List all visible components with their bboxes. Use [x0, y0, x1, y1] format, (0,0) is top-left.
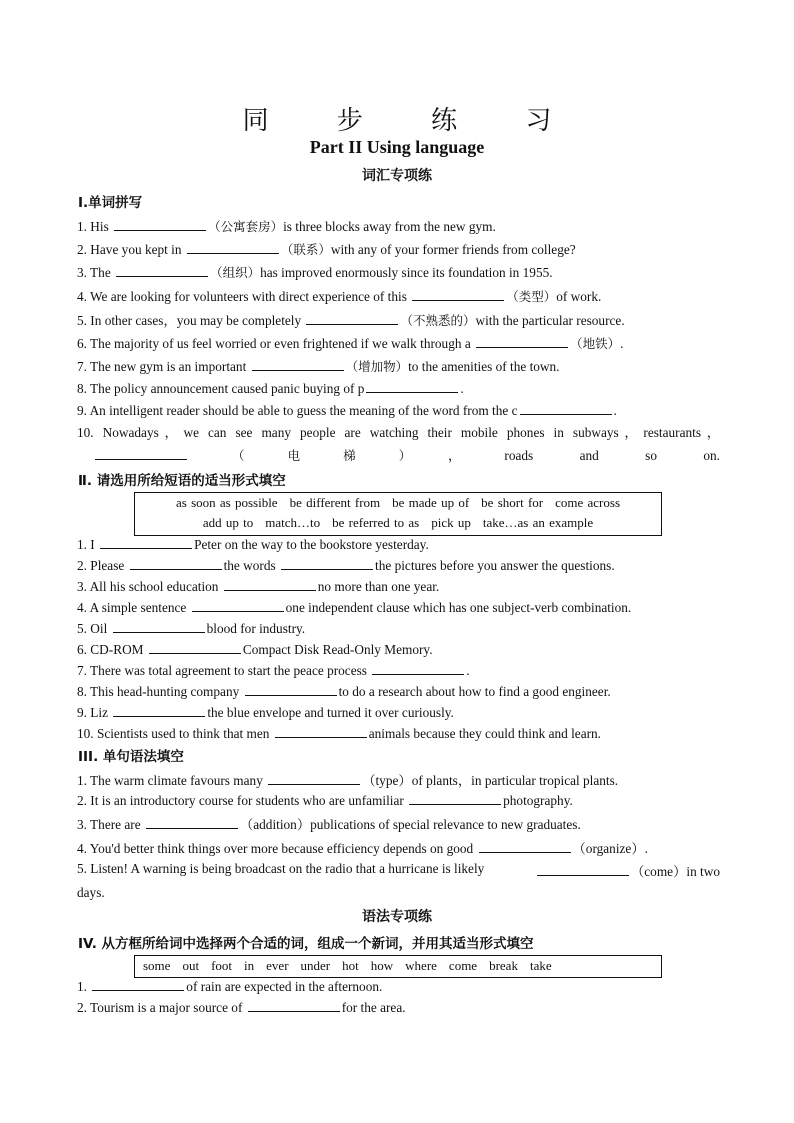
exercise-item — [77, 217, 720, 235]
item-text: 4. We are looking for volunteers with direct experience of this — [77, 289, 411, 304]
phrase-option: be different from — [289, 495, 381, 510]
answer-blank[interactable] — [248, 999, 340, 1012]
item-text-tail: . — [466, 663, 470, 678]
item-text: 1. His — [77, 219, 113, 234]
phrase-option: pick up — [431, 515, 471, 530]
item-text: 5. Oil — [77, 621, 111, 636]
item-text: 3. The — [77, 265, 115, 280]
exercise-item — [77, 999, 720, 1016]
exercise-item — [77, 770, 720, 789]
item-text-tail: with the particular resource. — [475, 313, 625, 328]
item-text-tail: for the area. — [341, 1000, 406, 1015]
word-option: break — [489, 958, 518, 973]
answer-blank[interactable] — [149, 641, 241, 654]
item-text-tail: animals because they could think and learn. — [368, 726, 601, 741]
item-text-tail: with any of your former friends from college? — [330, 242, 576, 257]
item-text-tail: is three blocks away from the new gym. — [283, 219, 496, 234]
exercise-item — [77, 536, 720, 553]
answer-blank[interactable] — [412, 288, 504, 301]
item-text-mid: the words — [223, 558, 279, 573]
item-text: 1. The warm climate favours many — [77, 773, 267, 788]
section2-heading: Ⅱ. 请选用所给短语的适当形式填空 — [78, 473, 286, 489]
exercise-item — [77, 978, 720, 995]
item10-post: ，roads and so on. — [448, 448, 720, 463]
exercise-item — [77, 557, 720, 574]
item-text-tail: the pictures before you answer the questions. — [375, 558, 615, 573]
chinese-hint: （联系） — [280, 242, 331, 257]
phrase-option: match…to — [265, 515, 321, 530]
exercise-item — [77, 578, 720, 595]
exercise-item — [77, 704, 720, 721]
word-option: how — [370, 958, 394, 973]
item-text-tail: . — [644, 841, 648, 856]
item-text: 10. Scientists used to think that men — [77, 726, 273, 741]
exercise-item — [77, 814, 720, 833]
word-option: come — [448, 958, 478, 973]
word-option: some — [143, 958, 171, 973]
item-text-tail: of work. — [556, 289, 602, 304]
item-text: 4. A simple sentence — [77, 600, 190, 615]
item10-hint: （电梯） — [189, 448, 449, 463]
answer-blank[interactable] — [537, 863, 629, 876]
phrase-option: take…as an example — [482, 515, 594, 530]
answer-blank[interactable] — [146, 816, 238, 829]
answer-blank[interactable] — [113, 620, 205, 633]
phrase-option: be referred to as — [332, 515, 420, 530]
phrase-option: come across — [555, 495, 620, 510]
item10-text: 10. Nowadays，we can see many people are watching their mobile phones in subways，restaurants， — [77, 425, 720, 440]
answer-blank[interactable] — [366, 380, 458, 393]
chinese-hint: （不熟悉的） — [400, 313, 476, 328]
word-option: ever — [266, 958, 289, 973]
phrase-row — [135, 493, 661, 513]
chinese-hint: （增加物） — [345, 359, 409, 374]
item-text: 8. This head-hunting company — [77, 684, 243, 699]
answer-blank[interactable] — [116, 264, 208, 277]
item5-text: 5. Listen! A warning is being broadcast on the radio that a hurricane is likely — [77, 861, 485, 876]
item-text: 9. An intelligent reader should be able to guess the meaning of the word from the c — [77, 403, 518, 418]
item-text: 1. I — [77, 537, 99, 552]
section1-heading: Ⅰ.单词拼写 — [78, 195, 143, 211]
item5-tail: days. — [77, 885, 105, 900]
phrase-row — [135, 513, 661, 533]
section4-heading: IV. 从方框所给词中选择两个合适的词，组成一个新词，并用其适当形式填空 — [78, 936, 534, 952]
answer-blank[interactable] — [281, 557, 373, 570]
item-text-tail: the blue envelope and turned it over curiously. — [207, 705, 454, 720]
item-text-tail: one independent clause which has one subject-verb combination. — [285, 600, 632, 615]
page-subtitle: Part II Using language — [309, 137, 485, 157]
word-hint: （type） — [362, 773, 412, 788]
item-text: 6. The majority of us feel worried or even frightened if we walk through a — [77, 336, 475, 351]
exercise-item — [77, 240, 720, 258]
word-hint: （organize） — [572, 841, 645, 856]
word-option: hot — [342, 958, 359, 973]
answer-blank[interactable] — [306, 312, 398, 325]
exercise-item — [77, 725, 720, 742]
answer-blank[interactable] — [187, 241, 279, 254]
answer-blank[interactable] — [252, 358, 344, 371]
answer-blank[interactable] — [476, 335, 568, 348]
chinese-hint: （公寓套房） — [208, 219, 284, 234]
answer-blank[interactable] — [114, 218, 206, 231]
item-text: 7. The new gym is an important — [77, 359, 250, 374]
section1-item10 — [77, 421, 720, 467]
word-row — [135, 956, 661, 976]
item-text-tail: has improved enormously since its foundation in 1955. — [260, 265, 553, 280]
phrase-box — [134, 492, 662, 536]
item-text-tail: . — [620, 336, 624, 351]
answer-blank[interactable] — [224, 578, 316, 591]
answer-blank[interactable] — [520, 402, 612, 415]
exercise-item — [77, 641, 720, 658]
section3-item5 — [77, 861, 720, 901]
item-text-tail: Peter on the way to the bookstore yesterday. — [194, 537, 429, 552]
answer-blank[interactable] — [192, 599, 284, 612]
word-hint: （addition） — [239, 817, 311, 832]
item-text: 2. Please — [77, 558, 128, 573]
item-text: 5. In other cases，you may be completely — [77, 313, 305, 328]
exercise-item — [77, 683, 720, 700]
word-option: under — [300, 958, 331, 973]
answer-blank[interactable] — [113, 704, 205, 717]
exercise-item — [77, 792, 720, 809]
item-text: 2. Have you kept in — [77, 242, 185, 257]
phrase-option: add up to — [202, 515, 254, 530]
item-text-tail: no more than one year. — [317, 579, 440, 594]
section3-heading: III. 单句语法填空 — [78, 749, 184, 765]
phrase-option: be short for — [481, 495, 544, 510]
word-option: where — [405, 958, 437, 973]
item-text-tail: of rain are expected in the afternoon. — [186, 979, 383, 994]
exercise-item — [77, 380, 720, 397]
answer-blank[interactable] — [130, 557, 222, 570]
exercise-item — [77, 357, 720, 375]
chinese-hint: （组织） — [210, 265, 261, 280]
answer-blank[interactable] — [409, 792, 501, 805]
word-box — [134, 955, 662, 978]
exercise-item — [77, 310, 720, 329]
chinese-hint: （地铁） — [570, 336, 621, 351]
phrase-option: as soon as possible — [176, 495, 278, 510]
answer-blank[interactable] — [95, 447, 187, 460]
answer-blank[interactable] — [92, 978, 184, 991]
exercise-item — [77, 287, 720, 305]
item5-hint: （come）in two — [630, 864, 720, 879]
answer-blank[interactable] — [100, 536, 192, 549]
answer-blank[interactable] — [275, 725, 367, 738]
item-text: 3. All his school education — [77, 579, 222, 594]
exercise-item — [77, 838, 720, 857]
item-text: 9. Liz — [77, 705, 112, 720]
answer-blank[interactable] — [245, 683, 337, 696]
exercise-item — [77, 599, 720, 616]
exercise-item — [77, 662, 720, 679]
item-text-tail: photography. — [503, 793, 573, 808]
item-text-tail: of plants，in particular tropical plants. — [411, 773, 619, 788]
item-text: 6. CD-ROM — [77, 642, 147, 657]
word-option: foot — [211, 958, 233, 973]
answer-blank[interactable] — [268, 772, 360, 785]
item-text-tail: blood for industry. — [206, 621, 306, 636]
exercise-item — [77, 263, 720, 281]
chinese-hint: （类型） — [506, 289, 557, 304]
item-text: 8. The policy announcement caused panic buying of p — [77, 381, 365, 396]
vocab-header: 词汇专项练 — [362, 168, 432, 184]
item-text: 2. Tourism is a major source of — [77, 1000, 246, 1015]
word-option: in — [244, 958, 255, 973]
item-text: 2. It is an introductory course for students who are unfamiliar — [77, 793, 408, 808]
item-text: 7. There was total agreement to start the peace process — [77, 663, 371, 678]
phrase-option: be made up of — [392, 495, 470, 510]
exercise-item — [77, 620, 720, 637]
item-text: 4. You'd better think things over more because efficiency depends on good — [77, 841, 477, 856]
grammar-header: 语法专项练 — [362, 909, 432, 925]
answer-blank[interactable] — [479, 840, 571, 853]
item-text-tail: to do a research about how to find a good engineer. — [338, 684, 611, 699]
answer-blank[interactable] — [372, 662, 464, 675]
item-text-tail: Compact Disk Read-Only Memory. — [242, 642, 433, 657]
item-text-tail: publications of special relevance to new graduates. — [310, 817, 581, 832]
exercise-item — [77, 402, 720, 419]
exercise-item — [77, 334, 720, 352]
item-text: 1. — [77, 979, 91, 994]
word-option: take — [529, 958, 552, 973]
page-title: 同 步 练 习 — [242, 106, 582, 136]
item-text-tail: to the amenities of the town. — [408, 359, 560, 374]
item-text-tail: . — [460, 381, 464, 396]
item-text: 3. There are — [77, 817, 144, 832]
item-text-tail: . — [613, 403, 617, 418]
word-option: out — [182, 958, 200, 973]
